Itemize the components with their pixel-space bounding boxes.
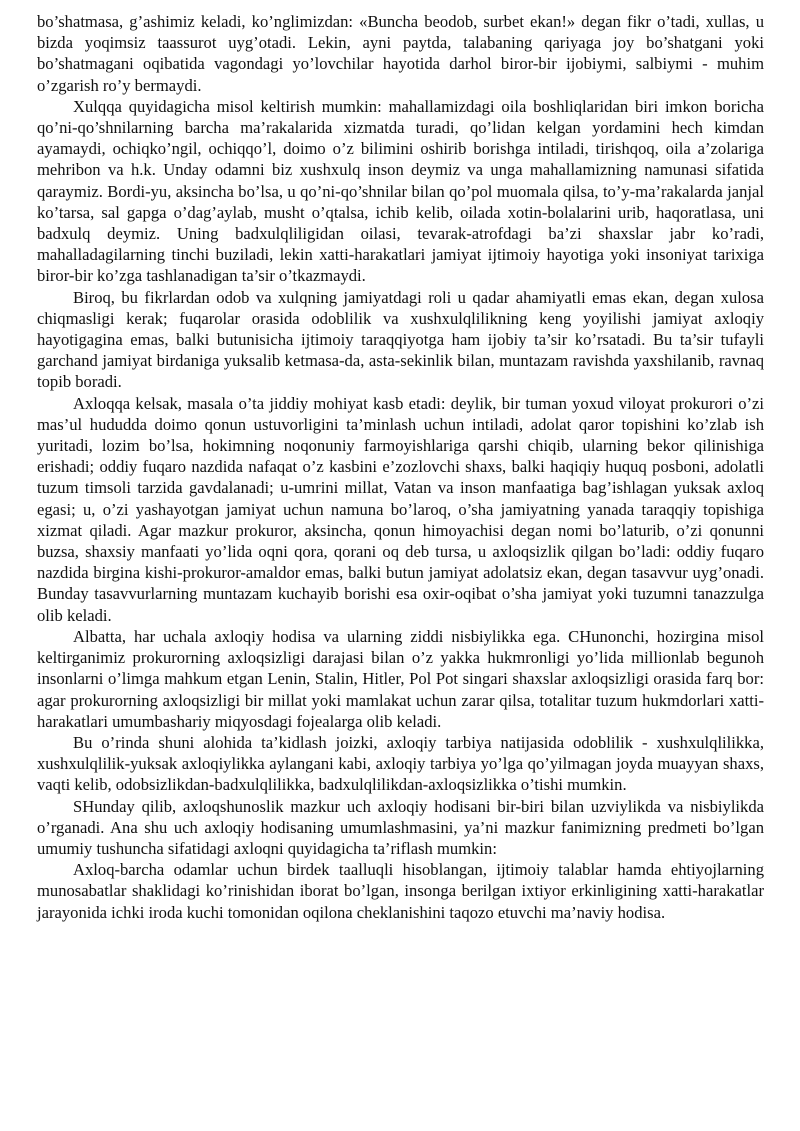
paragraph-biroq: Biroq, bu fikrlardan odob va xulqning jamiyatdagi roli u qadar ahamiyatli emas ekan, degan xulosa chiqmasligi kerak; fuqarolar orasida odoblilik va xushxulqlilikning keng yoyilishi jamiyat axloqiy hayotigagina emas, balki butunisicha ijtimoiy taraqqiyotga ham ijobiy ta’sir ko’rsatadi. Bu ta’sir tufayli garchand jamiyat birdaniga yuksalib ketmasa-da, asta-sekinlik bilan, muntazam ravishda yaxshilanib, ravnaq topib boradi. — [37, 287, 764, 392]
paragraph-albatta: Albatta, har uchala axloqiy hodisa va ularning ziddi nisbiylikka ega. CHunonchi, hozirgina misol keltirganimiz prokurorning axloqsizligi darajasi bilan o’z yakka hukmronligi yo’lida millionlab begunoh insonlarni o’limga mahkum etgan Lenin, Stalin, Hitler, Pol Pot singari shaxslar axloqsizligi orasida farq bor: agar prokurorning axloqsizligi bir millat yoki mamlakat uchun zarar qilsa, totalitar tuzum hukmdorlari xatti-harakatlari umumbashariy miqyosdagi fojealarga olib keladi. — [37, 626, 764, 731]
paragraph-axloqqa: Axloqqa kelsak, masala o’ta jiddiy mohiyat kasb etadi: deylik, bir tuman yoxud viloyat prokurori o’zi mas’ul hududda doimo qonun ustuvorligini ta’minlash uchun intiladi, adolat qaror topishini ko’zlab ish yuritadi, lozim bo’lsa, hokimning noqonuniy farmoyishlariga qarshi chiqib, ularning bekor qilinishiga erishadi; oddiy fuqaro nazdida nafaqat o’z kasbini e’zozlovchi shaxs, balki haqiqiy huquq posboni, adolatli tuzum timsoli tarzida gavdalanadi; u-umrini millat, Vatan va inson manfaatiga bag’ishlagan yuksak axloq egasi; u, o’zi yashayotgan jamiyat uchun namuna bo’laroq, o’sha jamiyatning yanada taraqqiy topishiga xizmat qiladi. Agar mazkur prokuror, aksincha, qonun himoyachisi degan nomi bo’laturib, o’zi qonunni buzsa, shaxsiy manfaati yo’lida oqni qora, qorani oq deb tursa, u axloqsizlik qilgan bo’ladi: oddiy fuqaro nazdida birgina kishi-prokuror-amaldor emas, balki butun jamiyat adolatsiz ekan, degan tasavvur uyg’onadi. Bunday tasavvurlarning muntazam kuchayib borishi esa oxir-oqibat o’sha jamiyat yoki tuzumni tanazzulga olib keladi. — [37, 393, 764, 625]
paragraph-bu-orinda: Bu o’rinda shuni alohida ta’kidlash joizki, axloqiy tarbiya natijasida odoblilik - xushxulqlilikka, xushxulqlilik-yuksak axloqiylikka aylangani kabi, axloqiy tarbiya yo’lga qo’yilmagan joyda muayyan shaxs, vaqti kelib, odobsizlikdan-badxulqlilikka, badxulqlilikdan-axloqsizlikka o’tishi mumkin. — [37, 732, 764, 795]
paragraph-xulq: Xulqqa quyidagicha misol keltirish mumkin: mahallamizdagi oila boshliqlaridan biri imkon boricha qo’ni-qo’shnilarning barcha ma’rakalarida xizmatda turadi, qo’lidan kelgan yordamini hech kimdan ayamaydi, ochiqko’ngil, ochiqqo’l, doimo o’z bilimini oshirib borishga intiladi, tirishqoq, oila a’zolariga mehribon va h.k. Unday odamni biz xushxulq inson deymiz va unga mahallamizning namunasi sifatida qaraymiz. Bordi-yu, aksincha bo’lsa, u qo’ni-qo’shnilar bilan qo’pol muomala qilsa, to’y-ma’rakalarda janjal ko’tarsa, sal gapga o’dag’aylab, musht o’qtalsa, ichib kelib, oilada xotin-bolalarini urib, haqoratlasa, uni badxulq deymiz. Uning badxulqliligidan oilasi, tevarak-atrofdagi ba’zi shaxslar jabr ko’radi, mahalladagilarning tinchi buziladi, lekin xatti-harakatlari jamiyat ijtimoiy hayotiga yoki insoniyat tarixiga biror-bir ko’zga tashlanadigan ta’sir o’tkazmaydi. — [37, 96, 764, 286]
document-page — [37, 11, 764, 923]
paragraph-definition: Axloq-barcha odamlar uchun birdek taalluqli hisoblangan, ijtimoiy talablar hamda ehtiyojlarning munosabatlar shaklidagi ko’rinishidan iborat bo’lgan, insonga berilgan ixtiyor erkinligining xatti-harakatlar jarayonida ichki iroda kuchi tomonidan oqilona cheklanishini taqozo etuvchi ma’naviy hodisa. — [37, 860, 764, 922]
paragraph-continuation: bo’shatmasa, g’ashimiz keladi, ko’nglimizdan: «Buncha beodob, surbet ekan!» degan fikr o’tadi, xullas, u bizda yoqimsiz taassurot uyg’otadi. Lekin, ayni paytda, talabaning qariyaga joy bo’shatgani yoki bo’shatmagani oqibatida vagondagi yo’lovchilar hayotida darhol biror-bir ijobiymi, salbiymi - muhim o’zgarish ro’y bermaydi. — [37, 12, 764, 95]
paragraph-shunday: SHunday qilib, axloqshunoslik mazkur uch axloqiy hodisani bir-biri bilan uzviylikda va nisbiylikda o’rganadi. Ana shu uch axloqiy hodisaning umumlashmasini, ya’ni mazkur fanimizning predmeti bo’lgan umumiy tushuncha sifatidagi axloqni quyidagicha ta’riflash mumkin: — [37, 796, 764, 858]
